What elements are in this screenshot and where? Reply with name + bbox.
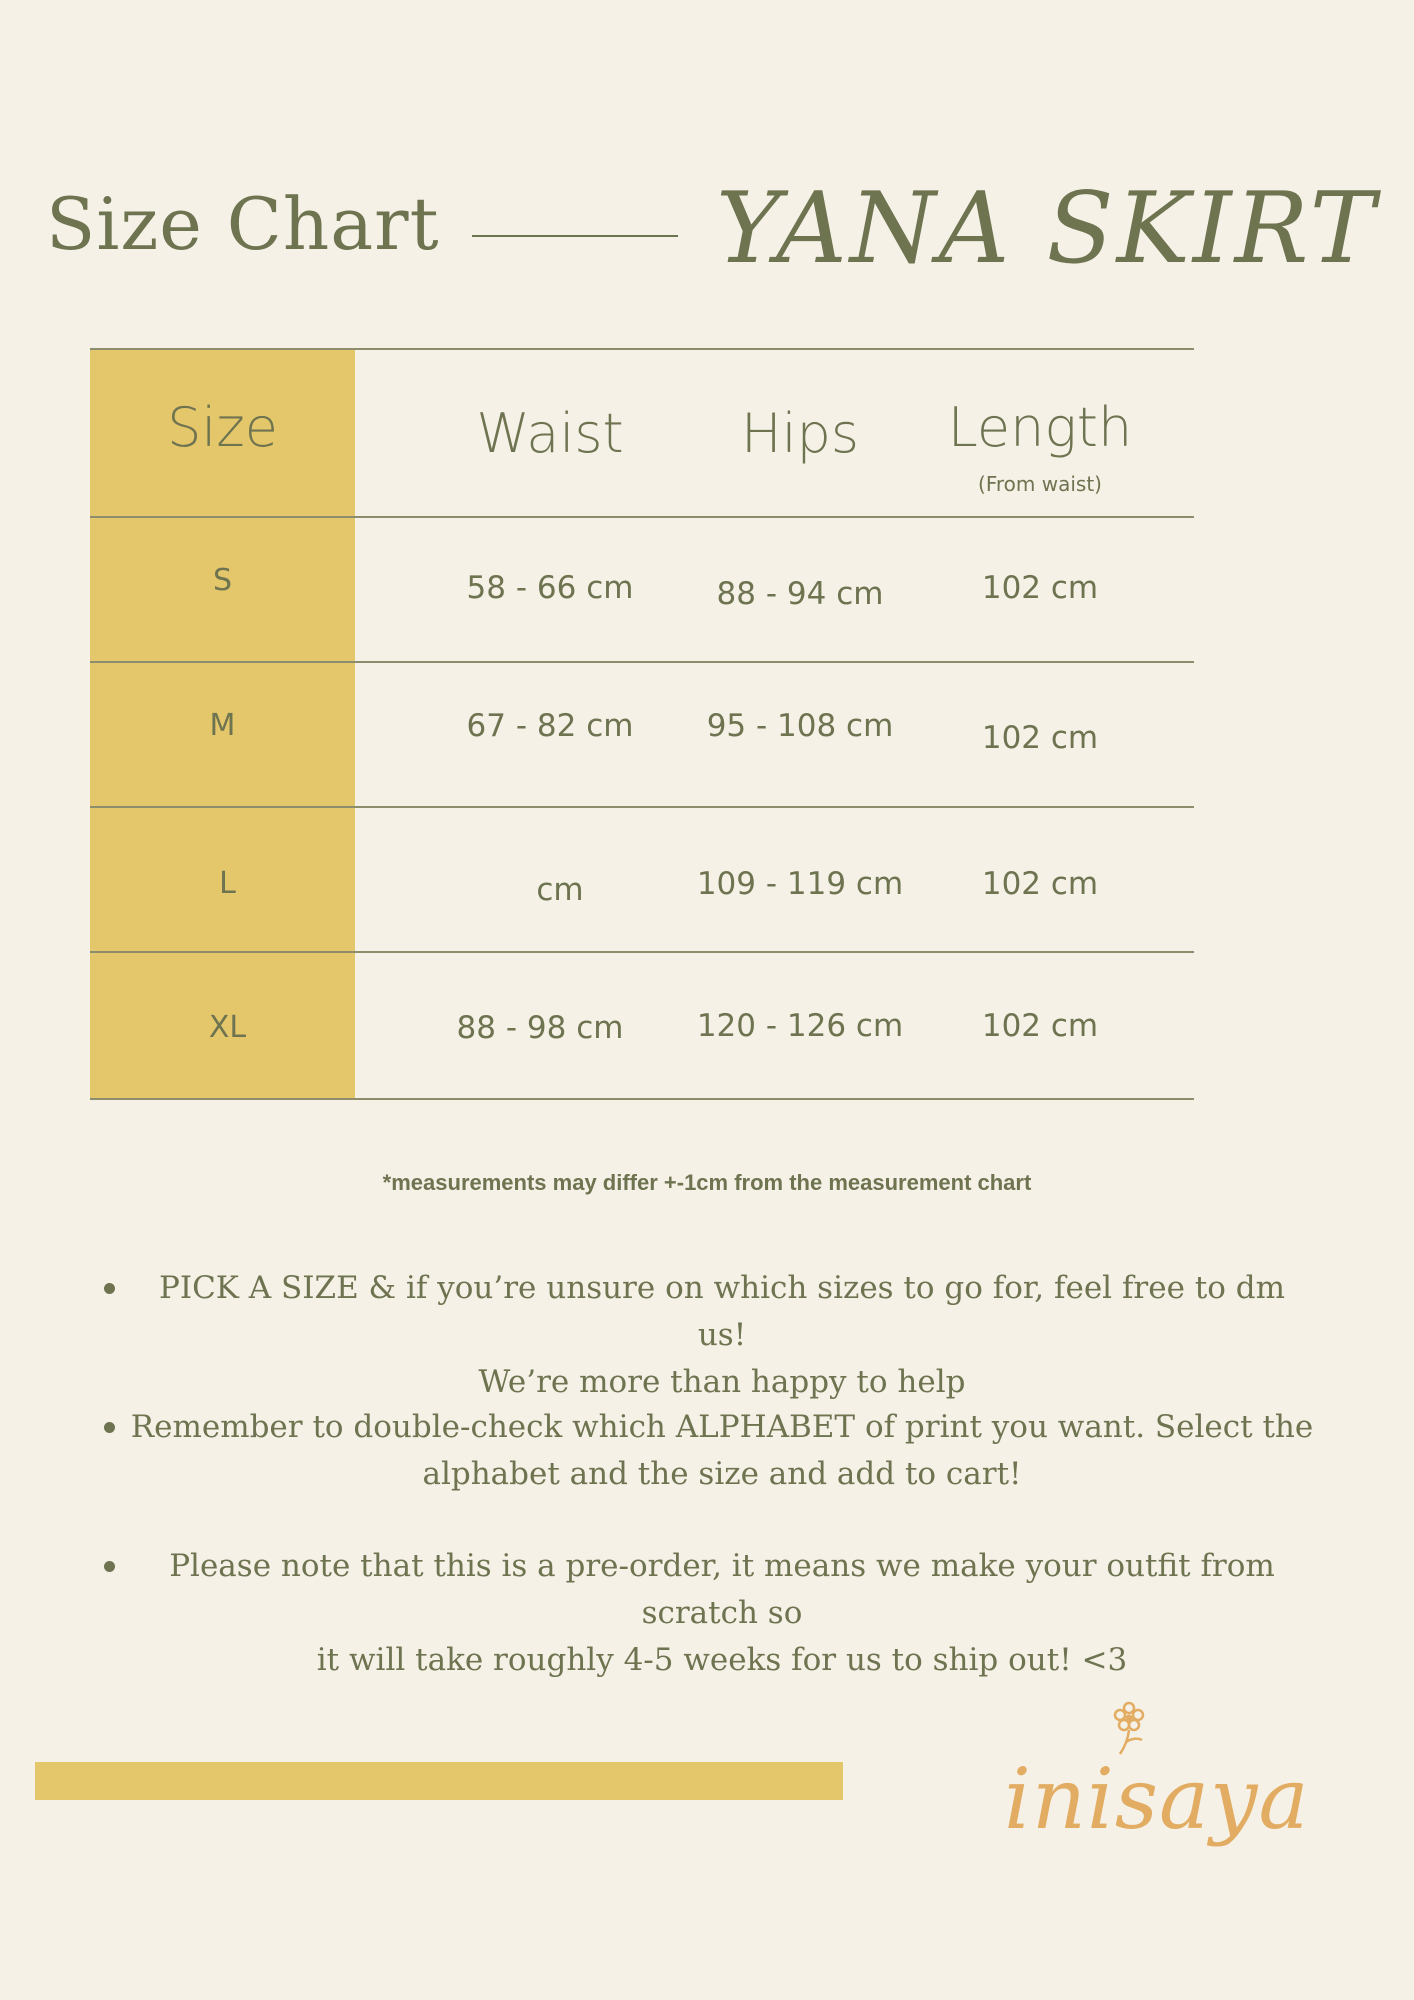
size-table	[90, 348, 1194, 1100]
note-line: Remember to double-check which ALPHABET of print you want. Select the	[130, 1409, 1314, 1445]
product-title: YANA SKIRT	[716, 172, 1379, 286]
table-rule	[90, 951, 1194, 953]
flower-icon	[1104, 1698, 1154, 1758]
hips-cell: 109 - 119 cm	[696, 866, 904, 902]
header-waist: Waist	[476, 402, 624, 465]
brand-name: inisaya	[1004, 1750, 1310, 1848]
note-line: PICK A SIZE & if you’re unsure on which sizes to go for, feel free to dm us!	[158, 1270, 1286, 1353]
hips-cell: 88 - 94 cm	[716, 576, 884, 612]
hips-cell: 95 - 108 cm	[706, 708, 894, 744]
bullet-icon	[104, 1561, 115, 1572]
length-cell: 102 cm	[981, 570, 1099, 606]
waist-cell: cm	[536, 872, 584, 908]
measurement-disclaimer: *measurements may differ +-1cm from the measurement chart	[382, 1170, 1032, 1195]
header-length-note: (From waist)	[978, 472, 1102, 496]
size-cell: L	[219, 866, 236, 901]
table-rule	[90, 1098, 1194, 1100]
brand-logo	[1004, 1690, 1310, 1850]
size-cell: M	[209, 708, 236, 743]
waist-cell: 67 - 82 cm	[466, 708, 634, 744]
length-cell: 102 cm	[981, 720, 1099, 756]
note-text	[130, 1404, 1314, 1498]
note-line: it will take roughly 4-5 weeks for us to ship out! <3	[316, 1642, 1128, 1678]
table-rule	[90, 806, 1194, 808]
header-length: Length	[947, 396, 1133, 459]
length-cell: 102 cm	[981, 866, 1099, 902]
size-cell: XL	[208, 1010, 247, 1045]
waist-cell: 88 - 98 cm	[456, 1010, 624, 1046]
note-line: We’re more than happy to help	[478, 1364, 966, 1400]
waist-cell: 58 - 66 cm	[466, 570, 634, 606]
bullet-icon	[104, 1283, 115, 1294]
header-size: Size	[167, 396, 278, 459]
note-text	[130, 1543, 1314, 1684]
note-line: alphabet and the size and add to cart!	[422, 1456, 1022, 1492]
length-cell: 102 cm	[981, 1008, 1099, 1044]
bullet-icon	[104, 1422, 115, 1433]
table-rule	[90, 661, 1194, 663]
note-text	[130, 1265, 1314, 1406]
size-cell: S	[212, 563, 233, 598]
header-hips: Hips	[740, 402, 860, 465]
title-divider	[472, 235, 678, 237]
table-rule	[90, 516, 1194, 518]
accent-bar	[35, 1762, 843, 1800]
size-chart-title: Size Chart	[46, 182, 440, 266]
table-rule	[90, 348, 1194, 350]
hips-cell: 120 - 126 cm	[696, 1008, 904, 1044]
note-line: Please note that this is a pre-order, it means we make your outfit from scratch so	[169, 1548, 1275, 1631]
